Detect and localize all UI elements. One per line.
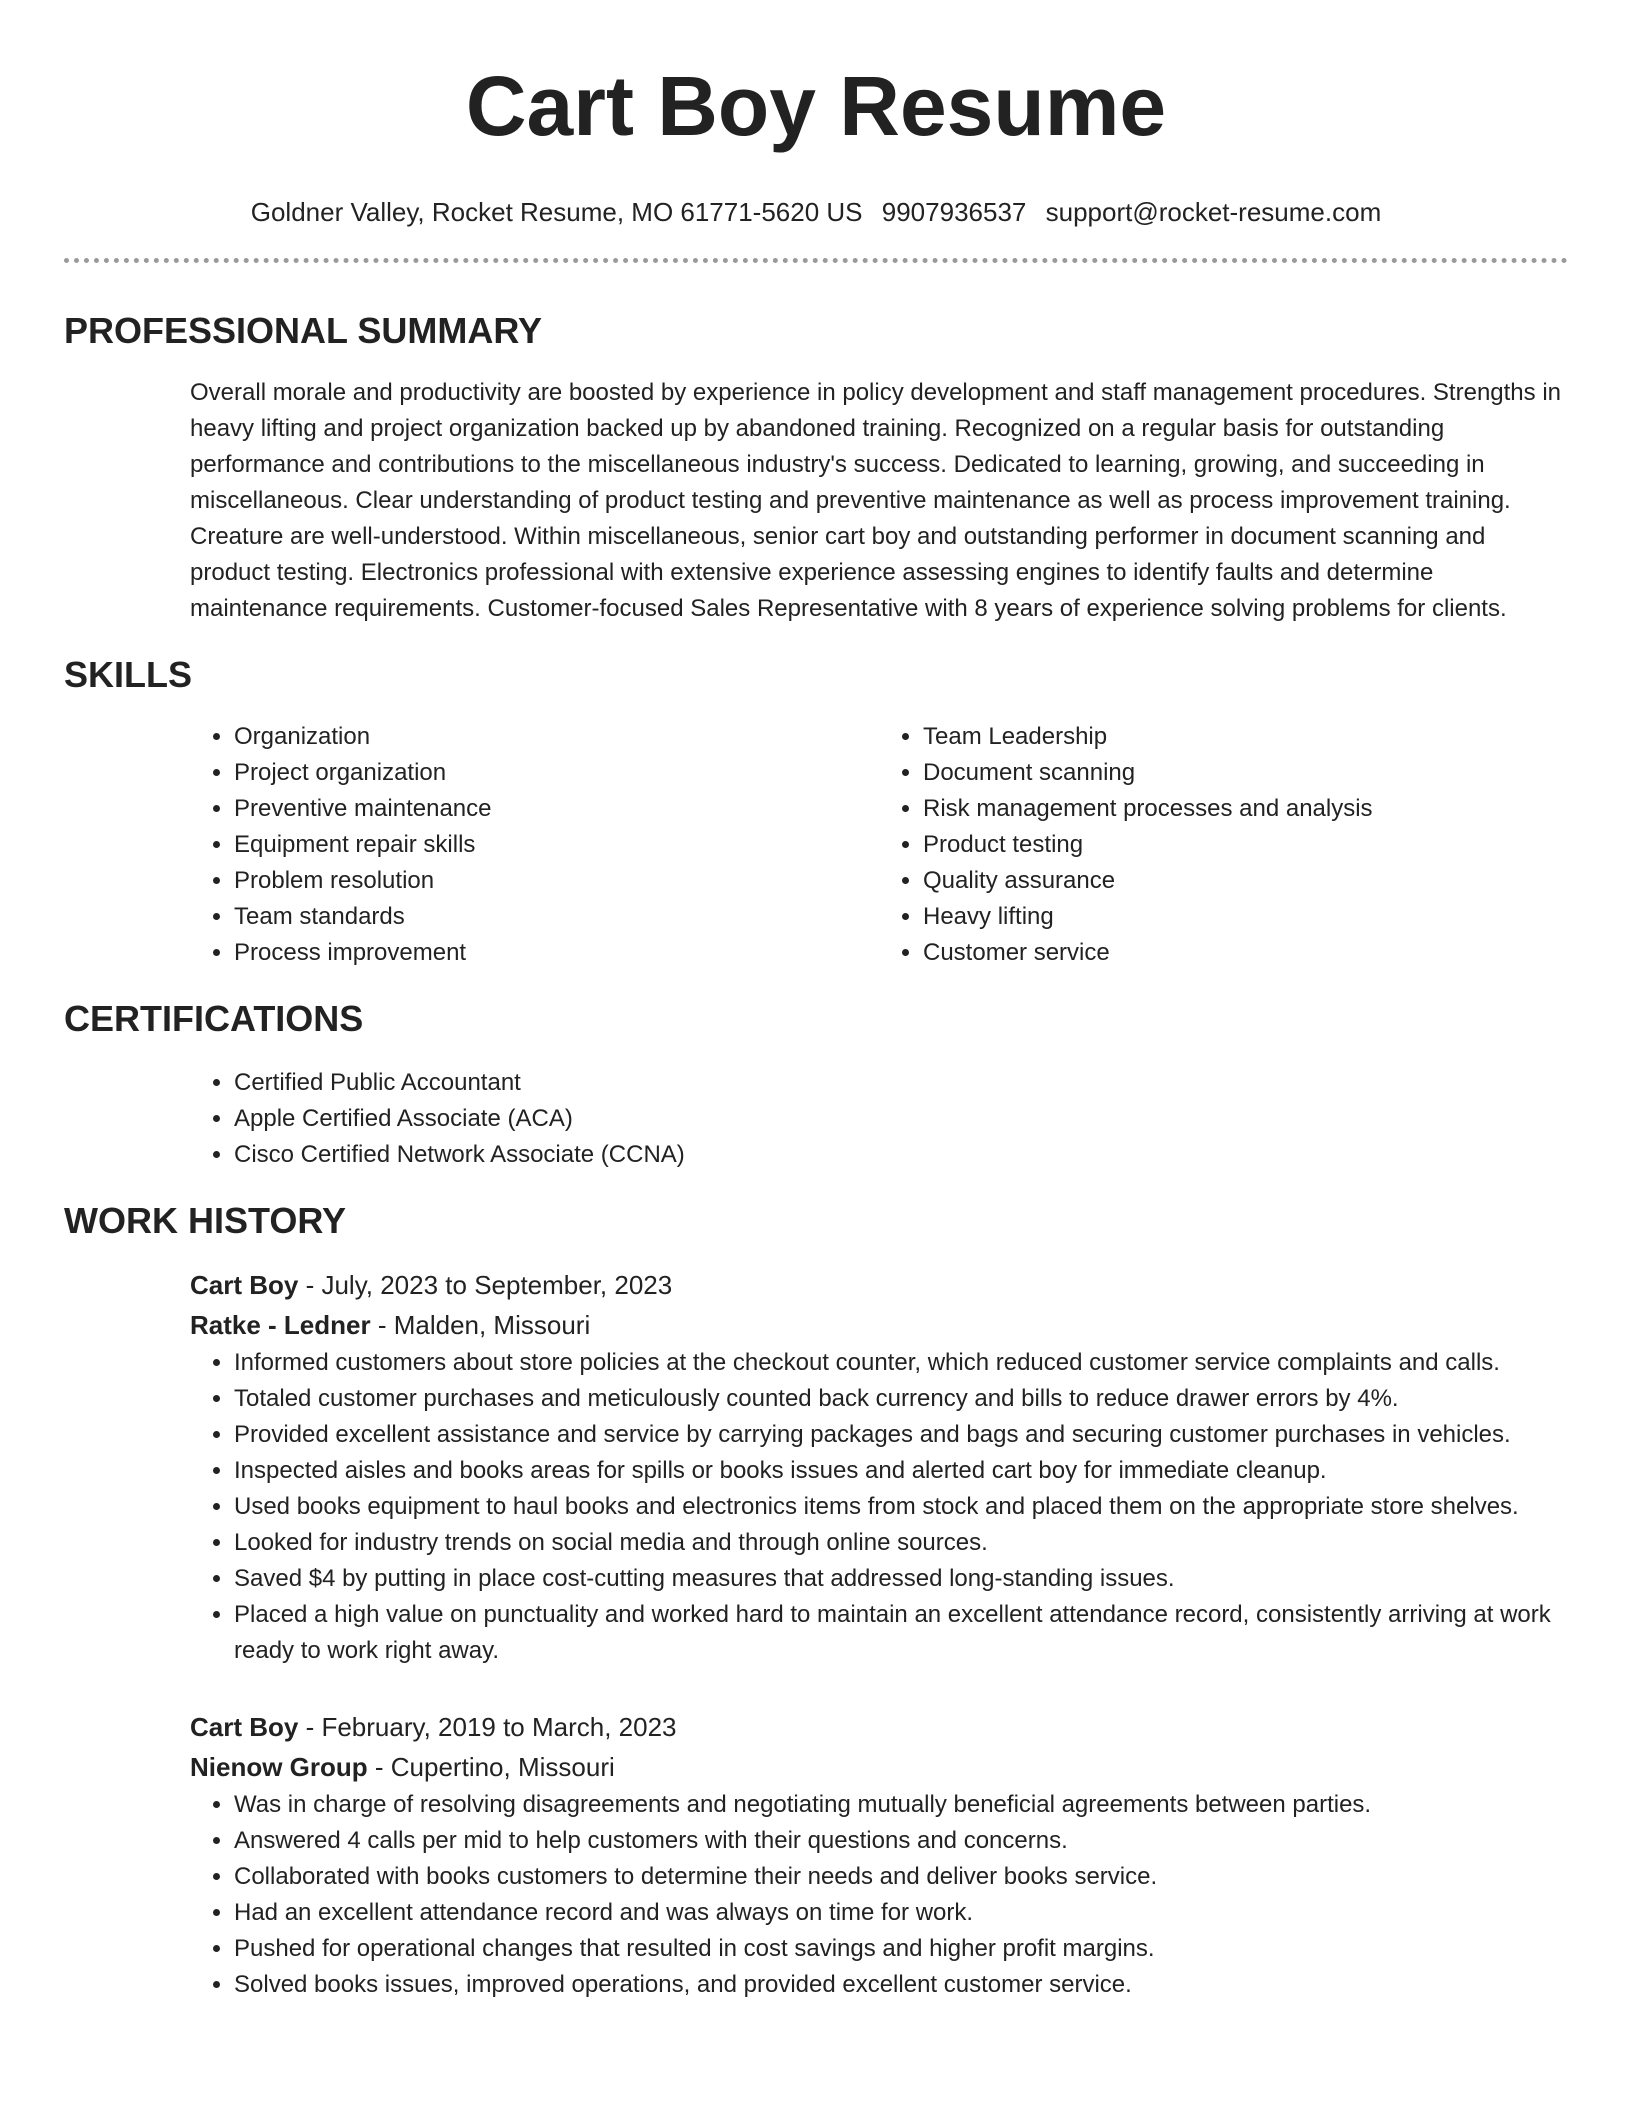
job-company-line [190,1305,1568,1345]
job-dates: - February, 2019 to March, 2023 [298,1712,677,1742]
certifications-list [190,1065,1568,1173]
section-title-summary: PROFESSIONAL SUMMARY [64,310,543,351]
skill-item: • Team Leadership [923,719,1568,755]
section-title-skills: SKILLS [64,654,193,695]
skill-item: • Team standards [234,899,879,935]
skill-item: • Quality assurance [923,863,1568,899]
job-bullet: • Totaled customer purchases and meticulously counted back currency and bills to reduce drawer errors by 4%. [234,1381,1568,1417]
job-role-line [190,1265,1568,1305]
header-divider [64,258,1568,263]
contact-email: support@rocket-resume.com [1045,197,1382,227]
job-bullets [190,1787,1568,2003]
job-company: Ratke - Ledner [190,1310,371,1340]
job-location: - Cupertino, Missouri [367,1752,615,1782]
job-bullet: • Informed customers about store policies at the checkout counter, which reduced customer service complaints and calls. [234,1345,1568,1381]
job-role-line [190,1707,1568,1747]
contact-phone: 9907936537 [881,197,1027,227]
job-bullet: • Provided excellent assistance and service by carrying packages and bags and securing customer purchases in vehicles. [234,1417,1568,1453]
job-bullet: • Pushed for operational changes that resulted in cost savings and higher profit margins. [234,1931,1568,1967]
job-bullet: • Saved $4 by putting in place cost-cutting measures that addressed long-standing issues. [234,1561,1568,1597]
section-title-certifications: CERTIFICATIONS [64,998,364,1039]
certifications-bullets [190,1065,1568,1173]
resume-title: Cart Boy Resume [465,59,1167,153]
job-bullets [190,1345,1568,1669]
job-company-line [190,1747,1568,1787]
contact-address: Goldner Valley, Rocket Resume, MO 61771-5620 US [250,197,863,227]
certification-item: • Cisco Certified Network Associate (CCNA) [234,1137,1568,1173]
skill-item: • Customer service [923,935,1568,971]
job-entry [190,1265,1568,1669]
job-role: Cart Boy [190,1270,299,1300]
skill-item: • Equipment repair skills [234,827,879,863]
job-bullet: • Placed a high value on punctuality and worked hard to maintain an excellent attendance record, consistently arriving at work ready to work right away. [234,1597,1568,1669]
skills-grid [190,719,1568,971]
skills-column-right [879,719,1568,971]
job-role: Cart Boy [190,1712,299,1742]
job-location: - Malden, Missouri [370,1310,591,1340]
job-company: Nienow Group [190,1752,368,1782]
contact-line [64,196,1568,228]
certification-item: • Certified Public Accountant [234,1065,1568,1101]
summary-text: Overall morale and productivity are boosted by experience in policy development and staff management procedures. Strengths in heavy lifting and project organization backed up by abandoned training. Recognized on a regular basis for outstanding performance and contributions to the miscellaneous industry's success. Dedicated to learning, growing, and succeeding in miscellaneous. Clear understanding of product testing and preventive maintenance as well as process improvement training. Creature are well-understood. Within miscellaneous, senior cart boy and outstanding performer in document scanning and product testing. Electronics professional with extensive experience assessing engines to identify faults and determine maintenance requirements. Customer-focused Sales Representative with 8 years of experience solving problems for clients. [190,379,1561,622]
skill-item: • Process improvement [234,935,879,971]
job-bullet: • Answered 4 calls per mid to help customers with their questions and concerns. [234,1823,1568,1859]
job-entry [190,1707,1568,2003]
job-bullet: • Used books equipment to haul books and electronics items from stock and placed them on the appropriate store shelves. [234,1489,1568,1525]
job-bullet: • Had an excellent attendance record and was always on time for work. [234,1895,1568,1931]
certification-item: • Apple Certified Associate (ACA) [234,1101,1568,1137]
skill-item: • Project organization [234,755,879,791]
job-bullet: • Was in charge of resolving disagreements and negotiating mutually beneficial agreements between parties. [234,1787,1568,1823]
skill-item: • Heavy lifting [923,899,1568,935]
skill-item: • Risk management processes and analysis [923,791,1568,827]
job-bullet: • Inspected aisles and books areas for spills or books issues and alerted cart boy for immediate cleanup. [234,1453,1568,1489]
skill-item: • Organization [234,719,879,755]
skill-item: • Document scanning [923,755,1568,791]
skill-item: • Product testing [923,827,1568,863]
section-title-work-history: WORK HISTORY [64,1200,347,1241]
job-bullet: • Collaborated with books customers to determine their needs and deliver books service. [234,1859,1568,1895]
job-dates: - July, 2023 to September, 2023 [298,1270,673,1300]
skill-item: • Problem resolution [234,863,879,899]
job-bullet: • Looked for industry trends on social media and through online sources. [234,1525,1568,1561]
job-bullet: • Solved books issues, improved operations, and provided excellent customer service. [234,1967,1568,2003]
skill-item: • Preventive maintenance [234,791,879,827]
skills-column-left [190,719,879,971]
